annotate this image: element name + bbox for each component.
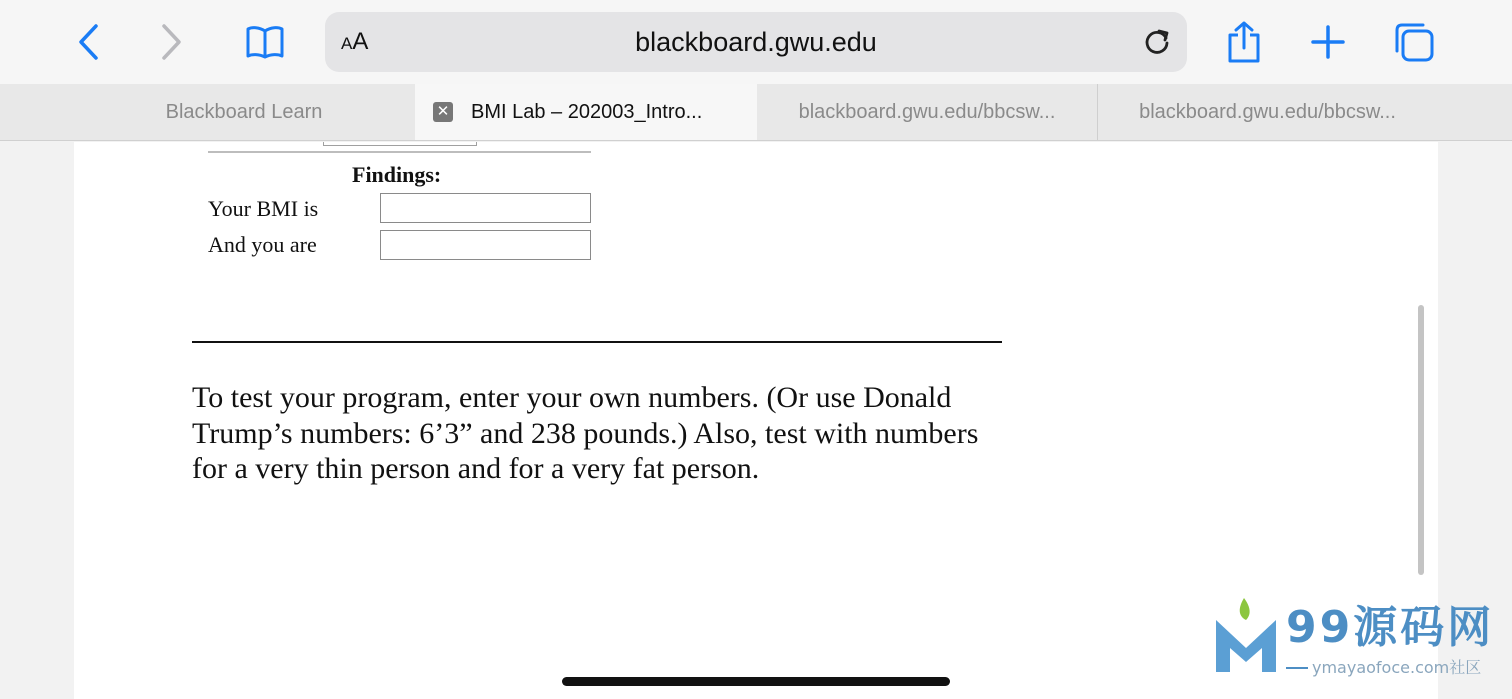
findings-heading: Findings: xyxy=(352,162,442,187)
home-indicator[interactable] xyxy=(562,677,950,686)
form-divider xyxy=(208,151,591,153)
bmi-label: Your BMI is xyxy=(208,196,319,221)
tab-close-icon[interactable]: ✕ xyxy=(433,102,453,122)
url-text: blackboard.gwu.edu xyxy=(635,27,877,57)
tab-blackboard-learn[interactable]: Blackboard Learn xyxy=(165,100,323,123)
instructions-paragraph: To test your program, enter your own numbers. (Or use Donald Trump’s numbers: 6’3” and 238 pounds.) Also, test with numbers for a very thin person and for a very fat person. xyxy=(192,381,979,485)
share-button[interactable] xyxy=(1220,18,1268,66)
tab-bbcsw-2[interactable]: blackboard.gwu.edu/bbcsw... xyxy=(1097,84,1437,140)
reload-button[interactable] xyxy=(1141,26,1173,58)
tab-bar xyxy=(0,84,1512,141)
tab-overview-button[interactable] xyxy=(1390,18,1438,66)
bookmarks-button[interactable] xyxy=(242,20,288,64)
watermark-logo-icon xyxy=(1214,596,1278,676)
share-icon xyxy=(1226,21,1262,63)
tabs-overview-icon xyxy=(1393,21,1435,63)
back-button[interactable] xyxy=(66,20,110,64)
watermark-subtitle: ymayaofoce.com社区 xyxy=(1312,658,1482,677)
browser-toolbar xyxy=(0,0,1512,84)
tab-bmi-lab[interactable]: ✕ BMI Lab – 202003_Intro... xyxy=(415,84,757,140)
vertical-scrollbar[interactable] xyxy=(1418,305,1424,575)
book-icon xyxy=(245,25,285,59)
category-output-field[interactable] xyxy=(380,230,591,260)
bmi-output-field[interactable] xyxy=(380,193,591,223)
plus-icon xyxy=(1311,25,1345,59)
address-bar[interactable] xyxy=(325,12,1187,72)
watermark-title: 99源码网 xyxy=(1286,602,1495,653)
tab-bbcsw-1[interactable]: blackboard.gwu.edu/bbcsw... xyxy=(798,100,1056,123)
forward-button[interactable] xyxy=(150,20,194,64)
horizontal-rule xyxy=(192,341,1002,343)
new-tab-button[interactable] xyxy=(1304,18,1352,66)
watermark-dash xyxy=(1286,667,1308,669)
reload-icon xyxy=(1142,27,1172,57)
chevron-right-icon xyxy=(160,23,184,61)
form-button-edge xyxy=(323,142,477,146)
chevron-left-icon xyxy=(76,23,100,61)
category-label: And you are xyxy=(208,232,317,257)
reader-view-button[interactable]: AA xyxy=(341,28,369,55)
